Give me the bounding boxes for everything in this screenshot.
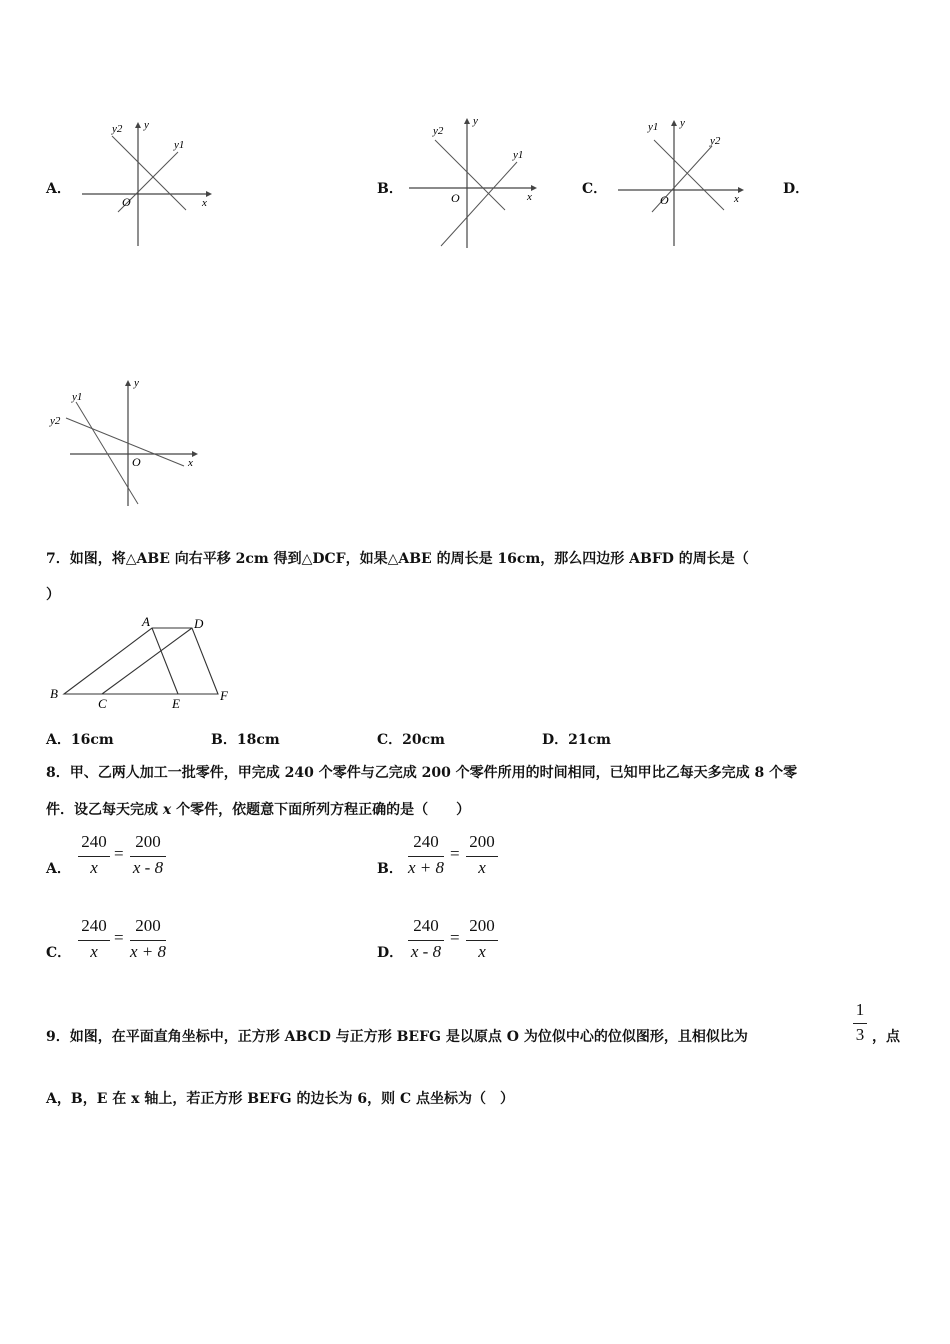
origin-label: O bbox=[122, 195, 131, 209]
q8-option-b-equation: 240 x + 8 = 200 x bbox=[406, 832, 506, 880]
axis-x-label: x bbox=[527, 191, 532, 203]
q7-figure bbox=[44, 612, 236, 710]
axis-y-label: y bbox=[680, 117, 685, 129]
q6-graph-d bbox=[46, 374, 202, 510]
q8-option-a-equation: 240 x = 200 x - 8 bbox=[76, 832, 176, 880]
origin-label: O bbox=[660, 193, 669, 207]
origin-label: O bbox=[451, 191, 460, 205]
line-y2-label: y2 bbox=[112, 123, 123, 135]
q7-option-a: A．16cm bbox=[46, 732, 114, 748]
q8-option-d-equation: 240 x - 8 = 200 x bbox=[406, 916, 506, 964]
line-y1-label: y1 bbox=[513, 149, 524, 161]
q6-option-c-label: C． bbox=[582, 181, 608, 197]
q9-stem-line1: 9．如图，在平面直角坐标中，正方形 ABCD 与正方形 BEFG 是以原点 O 为位似中心的位似图形，且相似比为 bbox=[46, 1029, 748, 1045]
q9-stem-line2: A，B，E 在 x 轴上，若正方形 BEFG 的边长为 6，则 C 点坐标为（ ） bbox=[46, 1091, 514, 1107]
q6-option-b-label: B． bbox=[377, 181, 403, 197]
q7-option-c: C．20cm bbox=[377, 732, 445, 748]
axis-y-label: y bbox=[144, 119, 149, 131]
q8-stem-line1: 8．甲、乙两人加工一批零件，甲完成 240 个零件与乙完成 200 个零件所用的时间相同，已知甲比乙每天多完成 8 个零 bbox=[46, 765, 798, 781]
vertex-d-label: D bbox=[194, 616, 204, 631]
q8-option-c-equation: 240 x = 200 x + 8 bbox=[76, 916, 176, 964]
q7-stem-line2: ） bbox=[46, 587, 60, 603]
q6-option-a-label: A． bbox=[46, 181, 71, 197]
q7-stem-line1: 7．如图，将△ABE 向右平移 2cm 得到△DCF，如果△ABE 的周长是 16cm，那么四边形 ABFD 的周长是（ bbox=[46, 551, 749, 567]
axis-x-label: x bbox=[734, 193, 739, 205]
origin-label: O bbox=[132, 455, 141, 469]
vertex-a-label: A bbox=[142, 614, 150, 629]
vertex-b-label: B bbox=[50, 686, 58, 701]
vertex-e-label: E bbox=[172, 696, 180, 710]
q9-ratio-fraction: 1 3 bbox=[850, 1000, 870, 1048]
q6-graph-a bbox=[78, 112, 218, 252]
line-y1-label: y1 bbox=[648, 121, 659, 133]
q7-option-b: B．18cm bbox=[211, 732, 280, 748]
q8-option-b-label: B． bbox=[377, 861, 403, 877]
line-y2-label: y2 bbox=[433, 125, 444, 137]
line-y2-label: y2 bbox=[50, 415, 61, 427]
q6-graph-b bbox=[405, 110, 550, 250]
vertex-f-label: F bbox=[220, 688, 228, 703]
q7-option-d: D．21cm bbox=[542, 732, 611, 748]
q8-stem-line2: 件．设乙每天完成 x 个零件，依题意下面所列方程正确的是（ ） bbox=[46, 802, 471, 818]
line-y2-label: y2 bbox=[710, 135, 721, 147]
axis-x-label: x bbox=[202, 197, 207, 209]
axis-y-label: y bbox=[134, 377, 139, 389]
line-y1-label: y1 bbox=[174, 139, 185, 151]
q9-stem-line1-end: ，点 bbox=[872, 1029, 900, 1045]
q8-option-a-label: A． bbox=[46, 861, 71, 877]
q6-option-d-label: D． bbox=[783, 181, 810, 197]
q6-graph-c bbox=[612, 112, 752, 248]
q8-option-c-label: C． bbox=[46, 945, 72, 961]
q8-option-d-label: D． bbox=[377, 945, 404, 961]
axis-y-label: y bbox=[473, 115, 478, 127]
axis-x-label: x bbox=[188, 457, 193, 469]
line-y1-label: y1 bbox=[72, 391, 83, 403]
vertex-c-label: C bbox=[98, 696, 107, 710]
